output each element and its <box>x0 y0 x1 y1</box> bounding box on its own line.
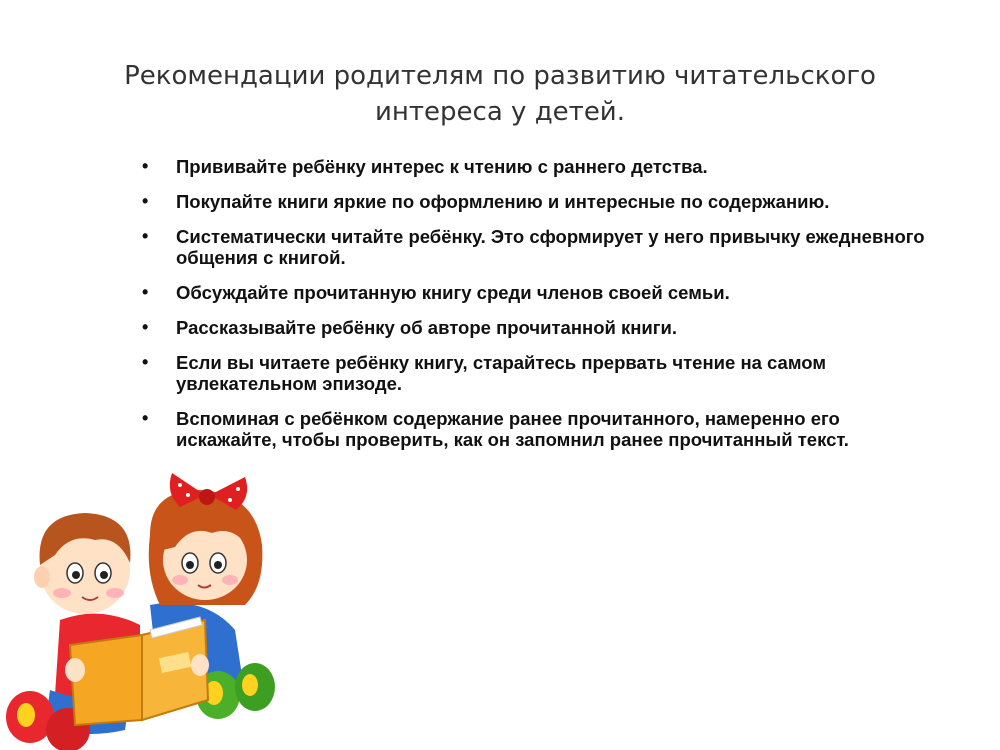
tip-text: Систематически читайте ребёнку. Это сформирует у него привычку ежедневного общения с книгой. <box>176 226 925 268</box>
tip-text: Прививайте ребёнку интерес к чтению с раннего детства. <box>176 156 708 177</box>
bow-icon <box>170 473 247 510</box>
list-item <box>142 156 932 177</box>
slide-title: Рекомендации родителям по развитию читательского интереса у детей. <box>124 61 876 127</box>
list-item <box>142 352 932 394</box>
bullet-icon: • <box>142 282 149 302</box>
bullet-icon: • <box>142 317 149 337</box>
list-item <box>142 226 932 268</box>
children-reading-book-icon <box>0 455 300 750</box>
list-item <box>142 317 932 338</box>
list-item <box>142 408 932 450</box>
bullet-icon: • <box>142 408 149 428</box>
tip-text: Покупайте книги яркие по оформлению и интересные по содержанию. <box>176 191 830 212</box>
tips-list <box>142 156 932 464</box>
tip-text: Рассказывайте ребёнку об авторе прочитанной книги. <box>176 317 678 338</box>
bullet-icon: • <box>142 226 149 246</box>
bullet-icon: • <box>142 191 149 211</box>
bullet-icon: • <box>142 156 149 176</box>
list-item <box>142 191 932 212</box>
tip-text: Обсуждайте прочитанную книгу среди членов своей семьи. <box>176 282 730 303</box>
bullet-icon: • <box>142 352 149 372</box>
list-item <box>142 282 932 303</box>
tip-text: Если вы читаете ребёнку книгу, старайтесь прервать чтение на самом увлекательном эпизоде. <box>176 352 827 394</box>
tip-text: Вспоминая с ребёнком содержание ранее прочитанного, намеренно его искажайте, чтобы проверить, как он запомнил ранее прочитанный текст. <box>176 408 849 450</box>
